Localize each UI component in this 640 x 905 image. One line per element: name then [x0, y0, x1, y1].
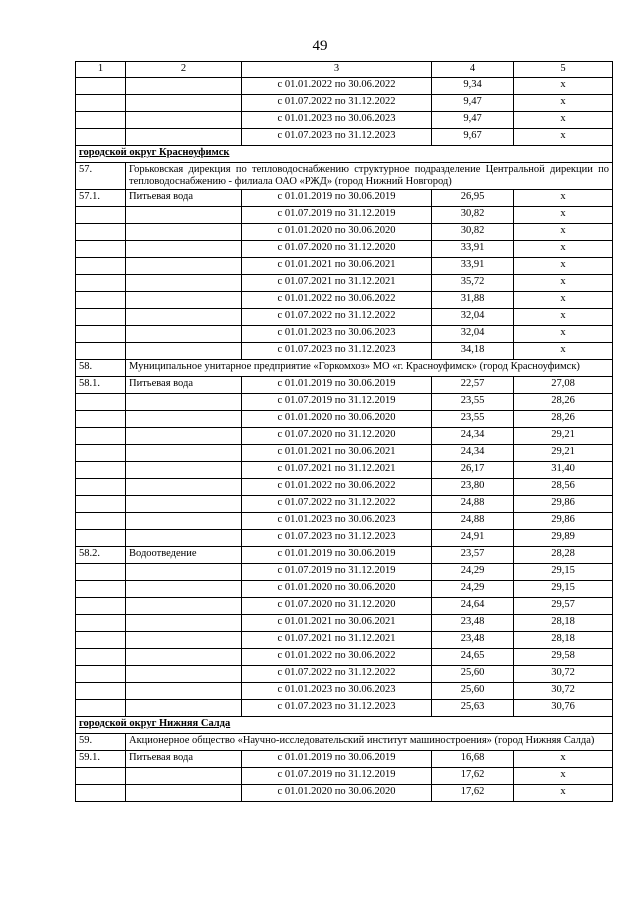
- resource-name: [126, 445, 242, 462]
- resource-name: [126, 530, 242, 547]
- item-number: [76, 343, 126, 360]
- tariff-without-vat: 24,65: [432, 649, 514, 666]
- tariff-with-vat: х: [514, 224, 613, 241]
- tariff-without-vat: 17,62: [432, 768, 514, 785]
- resource-name: [126, 326, 242, 343]
- tariff-row: [76, 445, 613, 462]
- tariff-with-vat: х: [514, 751, 613, 768]
- period: с 01.01.2020 по 30.06.2020: [242, 224, 432, 241]
- item-number: [76, 292, 126, 309]
- tariff-with-vat: х: [514, 309, 613, 326]
- tariff-without-vat: 32,04: [432, 326, 514, 343]
- tariff-row: [76, 394, 613, 411]
- item-number: [76, 411, 126, 428]
- item-number: [76, 768, 126, 785]
- tariff-row: [76, 615, 613, 632]
- period: с 01.07.2021 по 31.12.2021: [242, 462, 432, 479]
- tariff-without-vat: 30,82: [432, 207, 514, 224]
- tariff-without-vat: 31,88: [432, 292, 514, 309]
- tariff-with-vat: 29,57: [514, 598, 613, 615]
- tariff-with-vat: 29,15: [514, 564, 613, 581]
- tariff-without-vat: 23,55: [432, 411, 514, 428]
- tariff-with-vat: 28,26: [514, 411, 613, 428]
- tariff-row: [76, 258, 613, 275]
- period: с 01.01.2023 по 30.06.2023: [242, 326, 432, 343]
- tariff-with-vat: х: [514, 768, 613, 785]
- resource-name: [126, 632, 242, 649]
- item-number: [76, 683, 126, 700]
- resource-name: [126, 666, 242, 683]
- resource-name: [126, 768, 242, 785]
- period: с 01.07.2022 по 31.12.2022: [242, 496, 432, 513]
- resource-name: [126, 428, 242, 445]
- tariff-row: [76, 547, 613, 564]
- period: с 01.07.2019 по 31.12.2019: [242, 394, 432, 411]
- tariff-with-vat: 31,40: [514, 462, 613, 479]
- section-heading: городской округ Нижняя Салда: [76, 717, 613, 734]
- tariff-with-vat: х: [514, 129, 613, 146]
- tariff-without-vat: 26,17: [432, 462, 514, 479]
- tariff-with-vat: х: [514, 275, 613, 292]
- tariff-without-vat: 24,88: [432, 513, 514, 530]
- organization-name: Акционерное общество «Научно-исследовательский институт машиностроения» (город Нижняя Салда): [126, 734, 613, 751]
- period: с 01.07.2020 по 31.12.2020: [242, 241, 432, 258]
- tariff-row: [76, 275, 613, 292]
- item-number: [76, 258, 126, 275]
- tariff-row: [76, 598, 613, 615]
- tariff-without-vat: 24,34: [432, 445, 514, 462]
- tariff-without-vat: 17,62: [432, 785, 514, 802]
- period: с 01.07.2019 по 31.12.2019: [242, 207, 432, 224]
- tariff-row: [76, 581, 613, 598]
- period: с 01.01.2020 по 30.06.2020: [242, 411, 432, 428]
- organization-name: Горьковская дирекция по тепловодоснабжению структурное подразделение Центральной дирекции по тепловодоснабжению - филиала ОАО «РЖД» (город Нижний Новгород): [126, 163, 613, 190]
- tariff-row: [76, 326, 613, 343]
- item-number: [76, 275, 126, 292]
- tariff-without-vat: 32,04: [432, 309, 514, 326]
- tariff-row: [76, 377, 613, 394]
- item-number: 59.1.: [76, 751, 126, 768]
- item-number: [76, 326, 126, 343]
- item-number: [76, 496, 126, 513]
- item-number: 58.: [76, 360, 126, 377]
- tariff-without-vat: 9,67: [432, 129, 514, 146]
- section-row: [76, 146, 613, 163]
- tariff-without-vat: 24,34: [432, 428, 514, 445]
- tariff-without-vat: 24,29: [432, 564, 514, 581]
- tariff-row: [76, 496, 613, 513]
- tariff-without-vat: 9,47: [432, 112, 514, 129]
- tariff-with-vat: х: [514, 258, 613, 275]
- tariff-with-vat: х: [514, 292, 613, 309]
- organization-row: [76, 734, 613, 751]
- tariff-row: [76, 564, 613, 581]
- period: с 01.01.2020 по 30.06.2020: [242, 785, 432, 802]
- resource-name: [126, 462, 242, 479]
- item-number: 58.2.: [76, 547, 126, 564]
- tariff-row: [76, 700, 613, 717]
- item-number: [76, 530, 126, 547]
- tariff-with-vat: 29,21: [514, 428, 613, 445]
- resource-name: [126, 581, 242, 598]
- item-number: [76, 615, 126, 632]
- tariff-without-vat: 25,63: [432, 700, 514, 717]
- header-cell: 1: [76, 62, 126, 78]
- item-number: [76, 78, 126, 95]
- tariff-without-vat: 34,18: [432, 343, 514, 360]
- resource-name: [126, 343, 242, 360]
- resource-name: [126, 615, 242, 632]
- tariff-row: [76, 95, 613, 112]
- tariff-with-vat: 28,18: [514, 615, 613, 632]
- period: с 01.01.2023 по 30.06.2023: [242, 683, 432, 700]
- tariff-row: [76, 751, 613, 768]
- item-number: [76, 581, 126, 598]
- resource-name: [126, 129, 242, 146]
- tariff-without-vat: 23,48: [432, 615, 514, 632]
- resource-name: [126, 649, 242, 666]
- item-number: 57.: [76, 163, 126, 190]
- resource-name: [126, 785, 242, 802]
- tariff-with-vat: 29,86: [514, 496, 613, 513]
- tariff-with-vat: 30,72: [514, 666, 613, 683]
- tariff-without-vat: 33,91: [432, 258, 514, 275]
- period: с 01.07.2022 по 31.12.2022: [242, 666, 432, 683]
- resource-name: [126, 700, 242, 717]
- tariff-without-vat: 24,91: [432, 530, 514, 547]
- tariff-row: [76, 683, 613, 700]
- tariff-row: [76, 241, 613, 258]
- resource-name: [126, 564, 242, 581]
- tariff-with-vat: 29,86: [514, 513, 613, 530]
- period: с 01.01.2021 по 30.06.2021: [242, 615, 432, 632]
- item-number: [76, 700, 126, 717]
- organization-name: Муниципальное унитарное предприятие «Горкомхоз» МО «г. Красноуфимск» (город Красноуфимск): [126, 360, 613, 377]
- item-number: [76, 112, 126, 129]
- tariff-with-vat: х: [514, 95, 613, 112]
- tariff-without-vat: 30,82: [432, 224, 514, 241]
- tariff-row: [76, 530, 613, 547]
- header-cell: 5: [514, 62, 613, 78]
- tariff-without-vat: 23,57: [432, 547, 514, 564]
- tariff-row: [76, 479, 613, 496]
- tariff-without-vat: 9,34: [432, 78, 514, 95]
- item-number: [76, 462, 126, 479]
- item-number: [76, 513, 126, 530]
- period: с 01.01.2019 по 30.06.2019: [242, 547, 432, 564]
- item-number: [76, 129, 126, 146]
- period: с 01.01.2022 по 30.06.2022: [242, 292, 432, 309]
- period: с 01.07.2023 по 31.12.2023: [242, 700, 432, 717]
- tariff-with-vat: 29,21: [514, 445, 613, 462]
- tariff-with-vat: 29,15: [514, 581, 613, 598]
- tariff-without-vat: 35,72: [432, 275, 514, 292]
- period: с 01.01.2019 по 30.06.2019: [242, 190, 432, 207]
- tariff-without-vat: 23,55: [432, 394, 514, 411]
- resource-name: [126, 275, 242, 292]
- period: с 01.01.2022 по 30.06.2022: [242, 649, 432, 666]
- resource-name: [126, 112, 242, 129]
- item-number: 59.: [76, 734, 126, 751]
- tariff-row: [76, 224, 613, 241]
- tariff-without-vat: 22,57: [432, 377, 514, 394]
- tariff-row: [76, 462, 613, 479]
- period: с 01.07.2021 по 31.12.2021: [242, 275, 432, 292]
- period: с 01.07.2020 по 31.12.2020: [242, 428, 432, 445]
- tariff-without-vat: 16,68: [432, 751, 514, 768]
- section-heading: городской округ Красноуфимск: [76, 146, 613, 163]
- tariff-table: [75, 61, 613, 802]
- item-number: [76, 309, 126, 326]
- item-number: 58.1.: [76, 377, 126, 394]
- tariff-row: [76, 666, 613, 683]
- tariff-without-vat: 23,80: [432, 479, 514, 496]
- tariff-row: [76, 207, 613, 224]
- page-number: 49: [312, 38, 328, 54]
- item-number: [76, 224, 126, 241]
- period: с 01.07.2022 по 31.12.2022: [242, 309, 432, 326]
- tariff-with-vat: х: [514, 207, 613, 224]
- tariff-with-vat: 29,58: [514, 649, 613, 666]
- organization-row: [76, 163, 613, 190]
- resource-name: [126, 95, 242, 112]
- resource-name: [126, 513, 242, 530]
- resource-name: [126, 292, 242, 309]
- tariff-with-vat: х: [514, 241, 613, 258]
- tariff-with-vat: 28,56: [514, 479, 613, 496]
- tariff-row: [76, 632, 613, 649]
- tariff-with-vat: 29,89: [514, 530, 613, 547]
- period: с 01.07.2023 по 31.12.2023: [242, 530, 432, 547]
- resource-name: [126, 258, 242, 275]
- item-number: [76, 95, 126, 112]
- tariff-with-vat: 30,72: [514, 683, 613, 700]
- resource-name: [126, 683, 242, 700]
- resource-name: [126, 207, 242, 224]
- period: с 01.07.2019 по 31.12.2019: [242, 768, 432, 785]
- header-cell: 2: [126, 62, 242, 78]
- tariff-row: [76, 649, 613, 666]
- period: с 01.01.2023 по 30.06.2023: [242, 112, 432, 129]
- item-number: [76, 649, 126, 666]
- organization-row: [76, 360, 613, 377]
- section-row: [76, 717, 613, 734]
- period: с 01.01.2023 по 30.06.2023: [242, 513, 432, 530]
- resource-name: Водоотведение: [126, 547, 242, 564]
- item-number: [76, 785, 126, 802]
- tariff-without-vat: 25,60: [432, 683, 514, 700]
- tariff-row: [76, 129, 613, 146]
- tariff-table-body: [76, 62, 613, 802]
- tariff-with-vat: х: [514, 785, 613, 802]
- period: с 01.01.2019 по 30.06.2019: [242, 377, 432, 394]
- tariff-row: [76, 411, 613, 428]
- header-cell: 3: [242, 62, 432, 78]
- resource-name: Питьевая вода: [126, 751, 242, 768]
- item-number: [76, 598, 126, 615]
- tariff-with-vat: х: [514, 78, 613, 95]
- tariff-without-vat: 9,47: [432, 95, 514, 112]
- tariff-with-vat: 27,08: [514, 377, 613, 394]
- tariff-without-vat: 24,29: [432, 581, 514, 598]
- resource-name: Питьевая вода: [126, 190, 242, 207]
- resource-name: [126, 479, 242, 496]
- tariff-with-vat: 28,26: [514, 394, 613, 411]
- tariff-row: [76, 190, 613, 207]
- period: с 01.07.2019 по 31.12.2019: [242, 564, 432, 581]
- item-number: [76, 394, 126, 411]
- header-cell: 4: [432, 62, 514, 78]
- item-number: [76, 241, 126, 258]
- tariff-row: [76, 513, 613, 530]
- resource-name: [126, 411, 242, 428]
- item-number: [76, 666, 126, 683]
- tariff-with-vat: х: [514, 343, 613, 360]
- tariff-row: [76, 309, 613, 326]
- tariff-with-vat: 28,18: [514, 632, 613, 649]
- resource-name: Питьевая вода: [126, 377, 242, 394]
- period: с 01.01.2021 по 30.06.2021: [242, 445, 432, 462]
- item-number: [76, 207, 126, 224]
- tariff-with-vat: 28,28: [514, 547, 613, 564]
- tariff-row: [76, 768, 613, 785]
- resource-name: [126, 598, 242, 615]
- tariff-without-vat: 33,91: [432, 241, 514, 258]
- resource-name: [126, 224, 242, 241]
- tariff-without-vat: 26,95: [432, 190, 514, 207]
- tariff-without-vat: 23,48: [432, 632, 514, 649]
- period: с 01.01.2019 по 30.06.2019: [242, 751, 432, 768]
- period: с 01.07.2023 по 31.12.2023: [242, 129, 432, 146]
- tariff-with-vat: х: [514, 190, 613, 207]
- tariff-row: [76, 292, 613, 309]
- item-number: 57.1.: [76, 190, 126, 207]
- tariff-row: [76, 785, 613, 802]
- tariff-without-vat: 24,88: [432, 496, 514, 513]
- resource-name: [126, 394, 242, 411]
- item-number: [76, 479, 126, 496]
- resource-name: [126, 241, 242, 258]
- item-number: [76, 445, 126, 462]
- period: с 01.07.2021 по 31.12.2021: [242, 632, 432, 649]
- item-number: [76, 632, 126, 649]
- tariff-without-vat: 24,64: [432, 598, 514, 615]
- period: с 01.07.2023 по 31.12.2023: [242, 343, 432, 360]
- tariff-with-vat: х: [514, 326, 613, 343]
- tariff-row: [76, 428, 613, 445]
- resource-name: [126, 496, 242, 513]
- tariff-with-vat: 30,76: [514, 700, 613, 717]
- period: с 01.01.2020 по 30.06.2020: [242, 581, 432, 598]
- tariff-with-vat: х: [514, 112, 613, 129]
- header-row: [76, 62, 613, 78]
- tariff-row: [76, 343, 613, 360]
- resource-name: [126, 309, 242, 326]
- item-number: [76, 428, 126, 445]
- period: с 01.01.2021 по 30.06.2021: [242, 258, 432, 275]
- resource-name: [126, 78, 242, 95]
- period: с 01.01.2022 по 30.06.2022: [242, 78, 432, 95]
- period: с 01.01.2022 по 30.06.2022: [242, 479, 432, 496]
- tariff-without-vat: 25,60: [432, 666, 514, 683]
- tariff-row: [76, 112, 613, 129]
- period: с 01.07.2022 по 31.12.2022: [242, 95, 432, 112]
- period: с 01.07.2020 по 31.12.2020: [242, 598, 432, 615]
- tariff-row: [76, 78, 613, 95]
- item-number: [76, 564, 126, 581]
